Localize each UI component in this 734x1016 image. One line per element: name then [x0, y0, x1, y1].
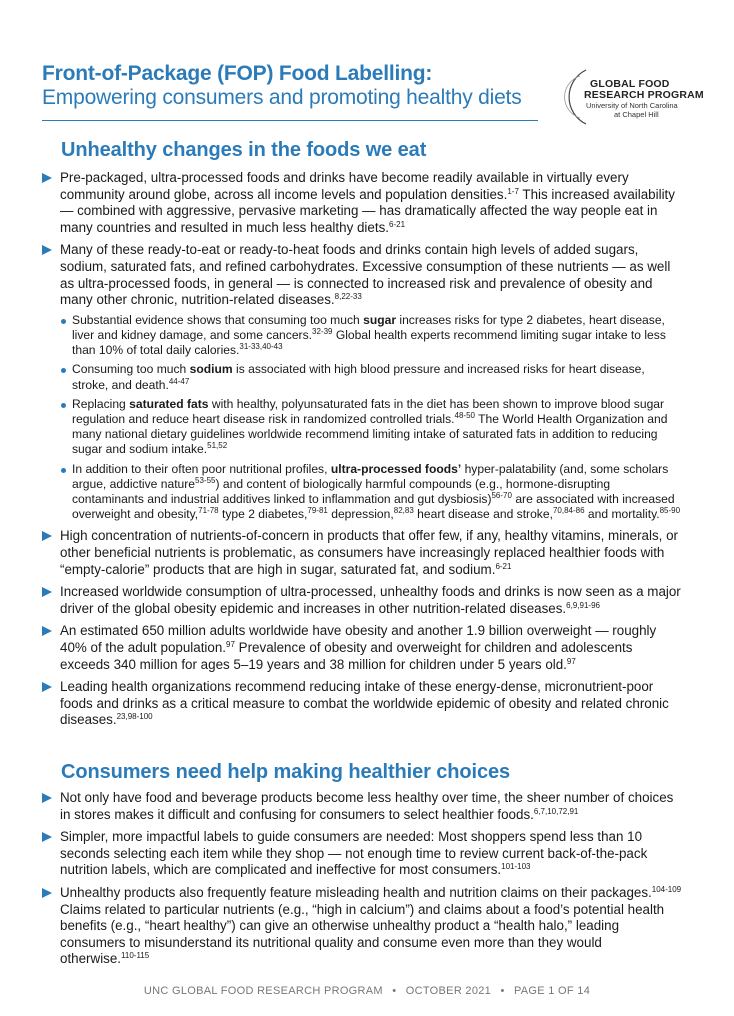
text-run: This increased availability — combined with aggressive, pervasive marketing — has dramatically affected the way people eat in many countries and resulted in much less healthy diets. — [60, 186, 675, 235]
logo-text-line4: at Chapel Hill — [614, 110, 659, 119]
text-run: Simpler, more impactful labels to guide consumers are needed: Most shoppers spend less than 10 seconds selecting each item while they shop — not enough time to review current back-of-the-pack nutrition labels, which are complicated and ineffective for most consumers. — [60, 829, 648, 878]
bullet-dot-icon — [61, 403, 66, 408]
bullet-arrow-icon — [42, 626, 52, 636]
citation-ref: 56-70 — [491, 490, 512, 500]
text-run: Global health experts recommend limiting sugar intake to less than 10% of total daily calories. — [72, 327, 666, 358]
citation-ref: 85-90 — [659, 506, 681, 516]
text-run: Many of these ready-to-eat or ready-to-heat foods and drinks contain high levels of added sugars, sodium, saturated fats, and refined carbohydrates. Excessive consumption of these nutrients — as well as ultra-processed foods, in general — is connected to increased risk and prevalence of obesity and many other chronic, nutrition-related diseases. — [60, 242, 671, 308]
citation-ref: 53-55 — [195, 475, 216, 485]
text-run: type 2 diabetes, — [218, 507, 308, 522]
bullet-item — [42, 623, 682, 673]
footer-page-number: PAGE 1 OF 14 — [513, 985, 591, 997]
bullet-item — [42, 829, 682, 879]
sub-bullet-list — [60, 313, 682, 523]
text-run: depression, — [327, 507, 394, 522]
citation-ref: 1-7 — [507, 186, 519, 196]
bullet-item — [42, 170, 682, 236]
text-run: hyper-palatability (and, some scholars argue, addictive nature — [72, 461, 669, 491]
text-run: Leading health organizations recommend reducing intake of these energy-dense, micronutrient-poor foods and drinks as a critical measure to combat the worldwide epidemic of obesity and related chronic diseases. — [60, 679, 669, 728]
sub-bullet-item — [60, 313, 682, 359]
text-run: Replacing — [72, 396, 130, 411]
text-run: Not only have food and beverage products become less healthy over time, the sheer number of choices in stores makes it difficult and confusing for consumers to select healthier foods. — [60, 790, 674, 822]
bullet-text — [60, 242, 670, 307]
bullet-dot-icon — [61, 468, 66, 473]
text-run: In addition to their often poor nutritional profiles, — [72, 461, 331, 476]
bullet-text — [60, 679, 669, 727]
citation-ref: 48-50 — [454, 410, 475, 420]
bullet-item — [42, 679, 682, 729]
logo-text-line1: GLOBAL FOOD — [590, 78, 670, 90]
footer-separator: • — [500, 985, 505, 997]
text-run: Pre-packaged, ultra-processed foods and drinks have become readily available in virtually every community around globe, across all income levels and population densities. — [60, 170, 629, 202]
gfrp-logo — [550, 66, 728, 128]
bullet-dot-icon — [61, 319, 66, 324]
text-run: is associated with high blood pressure and increased risks for heart disease, stroke, and death. — [72, 362, 645, 392]
citation-ref: 6-21 — [389, 219, 406, 229]
text-run: increases risks for type 2 diabetes, heart disease, liver and kidney damage, and some cancers. — [72, 312, 665, 342]
text-run: with healthy, polyunsaturated fats in the diet has been shown to improve blood sugar regulation and reduce heart disease risk in randomized controlled trials. — [72, 396, 665, 426]
emphasis-text: ultra-processed foods’ — [330, 461, 462, 476]
footer-separator: • — [392, 985, 397, 997]
citation-ref: 31-33,40-43 — [239, 342, 283, 352]
bullet-arrow-icon — [42, 587, 52, 597]
bullet-dot-icon — [61, 368, 66, 373]
footer-date: OCTOBER 2021 — [405, 985, 492, 997]
citation-ref: 71-78 — [198, 506, 219, 516]
text-run: Claims related to particular nutrients (e.g., “high in calcium”) and claims about a food’s potential health benefits (e.g., “heart healthy”) can give an otherwise unhealthy product a “health halo,” leading consumers to misunderstand its nutritional quality and consume even more than they would otherwise. — [60, 901, 665, 967]
citation-ref: 6,9,91-96 — [566, 600, 600, 610]
citation-ref: 23,98-100 — [116, 712, 153, 722]
bullet-text — [60, 623, 656, 671]
bullet-text — [60, 528, 678, 576]
bullet-list — [42, 170, 682, 735]
bullet-item — [42, 885, 682, 968]
citation-ref: 6-21 — [495, 561, 512, 571]
text-run: High concentration of nutrients-of-concern in products that offer few, if any, healthy vitamins, minerals, or other beneficial nutrients is problematic, as consumers have increasingly replaced healthier foods with “empty-calorie” products that are high in sugar, saturated fat, and sodium. — [60, 528, 679, 577]
bullet-text — [60, 829, 647, 877]
citation-ref: 51,52 — [207, 441, 228, 451]
citation-ref: 8,22-33 — [334, 292, 362, 302]
emphasis-text: sodium — [189, 362, 233, 377]
logo-text-line2: RESEARCH PROGRAM — [584, 89, 704, 101]
emphasis-text: sugar — [363, 312, 397, 327]
sub-bullet-item — [60, 397, 682, 458]
logo-text-line3: University of North Carolina — [586, 101, 678, 110]
text-run: Increased worldwide consumption of ultra-processed, unhealthy foods and drinks is now seen as a major driver of the global obesity epidemic and increases in other nutrition-related diseases. — [60, 584, 681, 616]
bullet-item — [42, 242, 682, 522]
text-run: Substantial evidence shows that consuming too much — [72, 312, 364, 327]
bullet-arrow-icon — [42, 793, 52, 803]
bullet-arrow-icon — [42, 173, 52, 183]
citation-ref: 6,7,10,72,91 — [533, 806, 579, 816]
bullet-item — [42, 790, 682, 823]
bullet-text — [60, 885, 681, 966]
bullet-item — [42, 584, 682, 617]
bullet-arrow-icon — [42, 888, 52, 898]
footer-org: UNC GLOBAL FOOD RESEARCH PROGRAM — [143, 985, 383, 997]
text-run: Unhealthy products also frequently feature misleading health and nutrition claims on their packages. — [60, 884, 652, 900]
bullet-arrow-icon — [42, 832, 52, 842]
bullet-text — [60, 170, 675, 235]
bullet-text — [60, 790, 673, 822]
bullet-arrow-icon — [42, 682, 52, 692]
citation-ref: 79-81 — [307, 506, 328, 516]
citation-ref: 32-39 — [312, 326, 333, 336]
emphasis-text: saturated fats — [129, 396, 209, 411]
text-run: Prevalence of obesity and overweight for children and adolescents exceeds 340 million for ages 5–19 years and 38 million for children under 5 years old. — [60, 639, 633, 672]
page-footer — [0, 985, 734, 997]
page-subtitle: Empowering consumers and promoting healthy diets — [42, 86, 522, 109]
bullet-list — [42, 790, 682, 974]
page-title: Front-of-Package (FOP) Food Labelling: — [42, 62, 433, 85]
citation-ref: 97 — [226, 639, 235, 649]
sub-bullet-item — [60, 362, 682, 392]
citation-ref: 97 — [566, 656, 576, 666]
text-run: heart disease and stroke, — [413, 507, 553, 522]
section-heading: Unhealthy changes in the foods we eat — [61, 139, 427, 161]
citation-ref: 70,84-86 — [552, 506, 585, 516]
header-divider — [42, 120, 538, 121]
sub-bullet-item — [60, 462, 682, 523]
citation-ref: 110-115 — [121, 951, 150, 961]
text-run: ) and content of biologically harmful compounds (e.g., hormone-disrupting contaminants and industrial additives linked to inflammation and gut dysbiosis) — [72, 476, 611, 506]
text-run: and mortality. — [584, 507, 660, 522]
section-heading: Consumers need help making healthier choices — [61, 761, 511, 783]
bullet-item — [42, 528, 682, 578]
citation-ref: 44-47 — [168, 376, 190, 386]
text-run: Consuming too much — [72, 362, 190, 377]
text-run: An estimated 650 million adults worldwide have obesity and another 1.9 billion overweight — roughly 40% of the adult population. — [60, 623, 657, 655]
citation-ref: 104-109 — [651, 884, 682, 894]
citation-ref: 101-103 — [501, 862, 531, 872]
page-header — [42, 62, 542, 110]
bullet-arrow-icon — [42, 245, 52, 255]
text-run: The World Health Organization and many national dietary guidelines worldwide recommend limiting intake of saturated fats in addition to reducing sugar and sodium intake. — [72, 411, 668, 457]
citation-ref: 82,83 — [393, 506, 414, 516]
bullet-arrow-icon — [42, 531, 52, 541]
bullet-text — [60, 584, 681, 616]
text-run: are associated with increased overweight and obesity, — [72, 491, 675, 522]
